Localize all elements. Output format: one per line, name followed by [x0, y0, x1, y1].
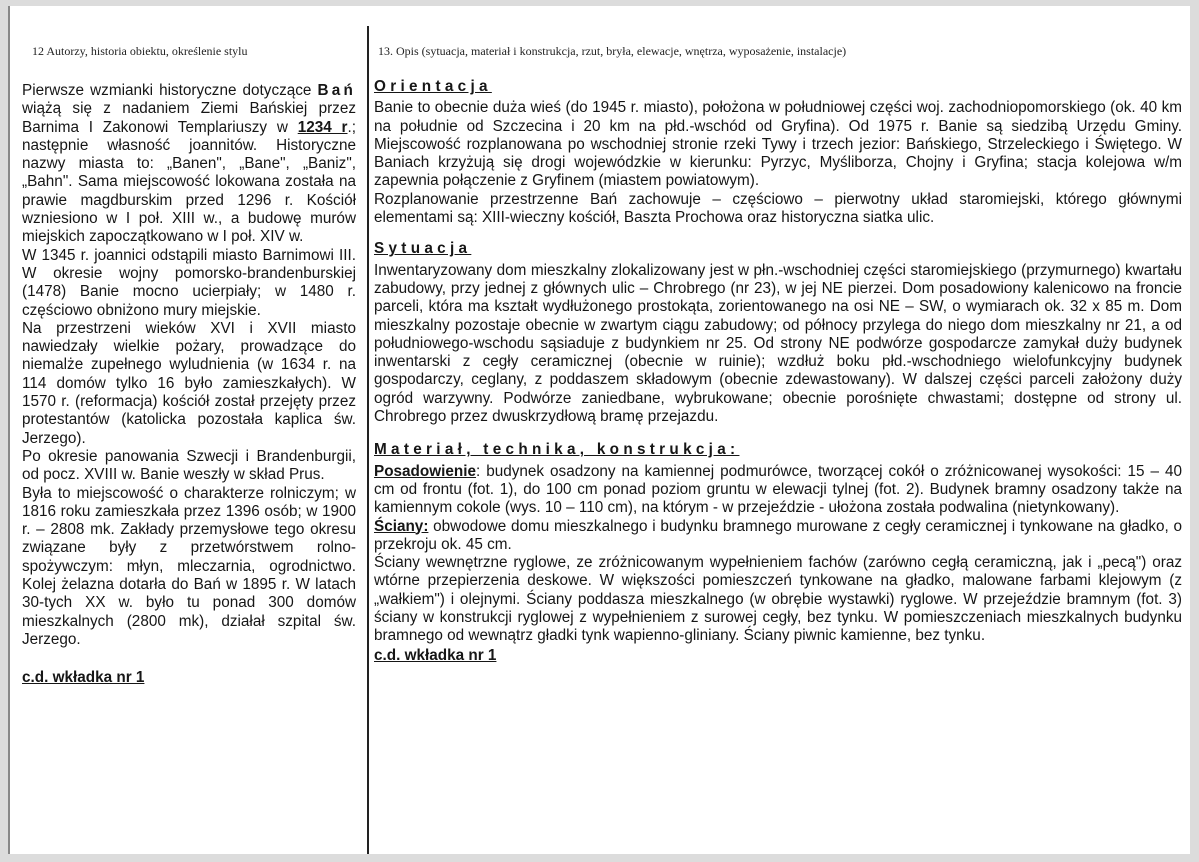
- history-paragraph-3: Na przestrzeni wieków XVI i XVII miasto nawiedzały wielkie pożary, prowadzące do niemalże zupełnego wyludnienia (w 1634 r. na 114 domów tylko 16 było zamieszkałych). W 1570 r. (reformacja) kościół został przejęty przez protestantów (katolicka pozostała kaplica św. Jerzego).: [22, 319, 356, 447]
- section-title-material: Materiał, technika, konstrukcja:: [374, 441, 740, 459]
- continuation-note: c.d. wkładka nr 1: [22, 669, 145, 687]
- section-title-sytuacja: Sytuacja: [374, 240, 472, 258]
- description-column: [374, 78, 1182, 665]
- sytuacja-paragraph: Inwentaryzowany dom mieszkalny zlokalizowany jest w płn.-wschodniej części staromiejskiego (przymurnego) kwartału zabudowy, przy jednej z głównych ulic – Chrobrego (nr 23), w jej NE pierzei. Dom posadowiony kalenicowo na froncie parceli, która ma kształt wydłużonego prostokąta, zorientowanego na osi NE – SW, o wymiarach ok. 32 x 85 m. Dom mieszkalny pozostaje obecnie w zwartym ciągu zabudowy; od północy przylega do niego dom mieszkalny nr 21, a od południowego-wschodu sąsiaduje z budynkiem nr 25. Od strony NE podwórze gospodarcze zamykał duży budynek inwentarski z cegły ceramicznej (obecnie w ruinie); wzdłuż boku płd.-wschodniego wielofunkcyjny budynek gospodarczy, ceglany, z poddaszem składowym (obecnie zdewastowany). W dalszej części parceli założony duży ogród warzywny. Podwórze zaniedbane, wybrukowane; obecnie porośnięte chwastami; dostępne od strony ul. Chrobrego przez dwuskrzydłową bramę przejazdu.: [374, 261, 1182, 426]
- history-paragraph-1: Pierwsze wzmianki historyczne dotyczące Bań wiążą się z nadaniem Ziemi Bańskiej przez Barnima I Zakonowi Templariuszy w 1234 r.; następnie własność joannitów. Historyczne nazwy miasta to: „Banen", „Bane", „Baniz", „Bahn". Sama miejscowość lokowana została na prawie magdburskim przed 1296 r. Kościół wzniesiono w I poł. XIII w., a budowę murów miejskich zapoczątkowano w I poł. XIV w.: [22, 82, 356, 246]
- orientacja-paragraph-1: Banie to obecnie duża wieś (do 1945 r. miasto), położona w południowej części woj. zachodniopomorskiego (ok. 40 km na południe od Szczecina i 20 km na płd.-wschód od Gryfina). Od 1975 r. Banie są siedzibą Urzędu Gminy. Miejscowość rozplanowana po wschodniej stronie rzeki Tywy i trzech jezior: Bańskiego, Strzeleckiego i Świętego. W Baniach krzyżują się drogi wojewódzkie w kierunku: Pyrzyc, Myśliborza, Chojny i Gryfina; stacja kolejowa w/m zapewnia połączenie z Gryfinem (miastem powiatowym).: [374, 99, 1182, 190]
- history-column: [22, 82, 356, 688]
- year-1234: 1234 r: [297, 118, 348, 136]
- right-column-header: 13. Opis (sytuacja, materiał i konstrukcja, rzut, bryła, elewacje, wnętrza, wyposażenie, instalacje): [378, 44, 847, 58]
- history-paragraph-2: W 1345 r. joannici odstąpili miasto Barnimowi III. W okresie wojny pomorsko-brandenburskiej (1478) Banie mocno ucierpiały; w 1480 r. częściowo obniżono mury miejskie.: [22, 246, 356, 319]
- column-divider: [367, 26, 369, 854]
- orientacja-paragraph-2: Rozplanowanie przestrzenne Bań zachowuje – częściowo – pierwotny układ staromiejski, którego głównymi elementami są: XIII-wieczny kościół, Baszta Prochowa oraz historyczna siatka ulic.: [374, 190, 1182, 227]
- section-title-orientacja: Orientacja: [374, 78, 492, 95]
- town-name: Bań: [317, 82, 356, 99]
- document-page: [8, 6, 1190, 854]
- history-paragraph-4: Po okresie panowania Szwecji i Brandenburgii, od pocz. XVIII w. Banie weszły w skład Prus.: [22, 447, 356, 484]
- sciany-label: Ściany:: [374, 517, 429, 535]
- sciany-paragraph: Ściany: obwodowe domu mieszkalnego i budynku bramnego murowane z cegły ceramicznej i tynkowane na gładko, o przekroju ok. 45 cm.: [374, 517, 1182, 553]
- continuation-note-right: c.d. wkładka nr 1: [374, 646, 497, 664]
- posadowienie-label: Posadowienie: [374, 462, 477, 480]
- sciany-paragraph-2: Ściany wewnętrzne ryglowe, ze zróżnicowanym wypełnieniem fachów (zarówno cegłą ceramiczną, jak i „pecą") oraz wtórne przepierzenia deskowe. W większości pomieszczeń tynkowane na gładko, malowane farbami klejowym (z „wałkiem") i olejnymi. Ściany poddasza mieszkalnego (w obrębie wystawki) ryglowe. W przejeździe bramnym (fot. 3) ściany w konstrukcji ryglowej z wypełnieniem z surowej cegły, bez tynku. W pomieszczeniach mieszkalnych budynku bramnego od wewnątrz gładki tynk wapienno-gliniany. Ściany piwnic kamienne, bez tynku.: [374, 554, 1182, 645]
- posadowienie-paragraph: Posadowienie: budynek osadzony na kamiennej podmurówce, tworzącej cokół o zróżnicowanej wysokości: 15 – 40 cm od frontu (fot. 1), do 100 cm ponad poziom gruntu w elewacji tylnej (fot. 2). Budynek bramny osadzony także na kamiennym cokole (wys. 10 – 110 cm), na którym - w przejeździe - ułożona została podwalina (nietynkowany).: [374, 462, 1182, 517]
- left-column-header: 12 Autorzy, historia obiektu, określenie stylu: [32, 44, 248, 58]
- history-paragraph-5: Była to miejscowość o charakterze rolniczym; w 1816 roku zamieszkała przez 1396 osób; w 1900 r. – 2808 mk. Zakłady przemysłowe tego okresu związane były z przetwórstwem rolno-spożywczym: młyn, mleczarnia, ogrodnictwo. Kolej żelazna dotarła do Bań w 1895 r. W latach 30-tych XX w. było tu ponad 300 domów mieszkalnych (2800 mk), działał szpital św. Jerzego.: [22, 484, 356, 648]
